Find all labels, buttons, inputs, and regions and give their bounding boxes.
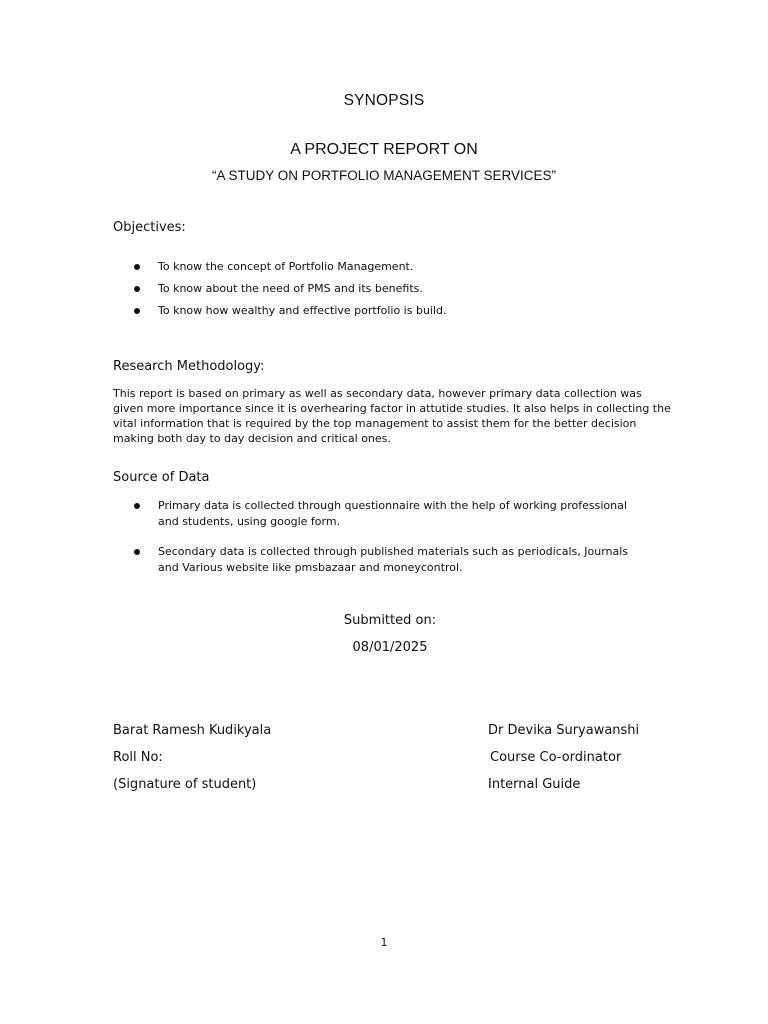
research-methodology-paragraph: This report is based on primary as well as secondary data, however primary data collection was given more importance since it is overhearing factor in attutide studies. It also helps in collecting the vital information that is required by the top management to assist them for the better decision making both day to day decision and critical ones. (113, 387, 671, 445)
report-title: A PROJECT REPORT ON (290, 141, 478, 158)
submitted-label: Submitted on: (343, 613, 437, 628)
guide-name: Dr Devika Suryawanshi (488, 723, 640, 738)
objective-text: To know how wealthy and effective portfolio is build. (158, 304, 447, 317)
research-methodology-heading: Research Methodology: (113, 359, 265, 374)
roll-number: Roll No: (113, 750, 163, 765)
objectives-list (133, 259, 447, 325)
list-item (133, 498, 648, 530)
page-number: 1 (380, 936, 388, 949)
source-of-data-heading: Source of Data (113, 470, 210, 485)
objective-text: To know the concept of Portfolio Management. (158, 260, 414, 273)
submitted-date: 08/01/2025 (352, 640, 428, 655)
guide-title: Internal Guide (488, 777, 581, 792)
synopsis-heading: SYNOPSIS (343, 92, 425, 109)
list-item (133, 303, 447, 325)
bullet-icon (134, 264, 140, 270)
source-text: Secondary data is collected through published materials such as periodicals, Journals and Various website like pmsbazaar and moneycontrol. (158, 545, 629, 574)
bullet-icon (134, 549, 140, 555)
guide-role: Course Co-ordinator (490, 750, 622, 765)
bullet-icon (134, 503, 140, 509)
source-of-data-list (133, 498, 648, 590)
objective-text: To know about the need of PMS and its benefits. (158, 282, 423, 295)
list-item (133, 281, 447, 303)
objectives-heading: Objectives: (113, 220, 186, 235)
student-signature-label: (Signature of student) (113, 777, 257, 792)
source-text: Primary data is collected through questionnaire with the help of working professional and students, using google form. (158, 499, 627, 528)
student-name: Barat Ramesh Kudikyala (113, 723, 272, 738)
study-title: “A STUDY ON PORTFOLIO MANAGEMENT SERVICES” (211, 168, 557, 183)
bullet-icon (134, 286, 140, 292)
bullet-icon (134, 308, 140, 314)
list-item (133, 259, 447, 281)
list-item (133, 544, 648, 576)
